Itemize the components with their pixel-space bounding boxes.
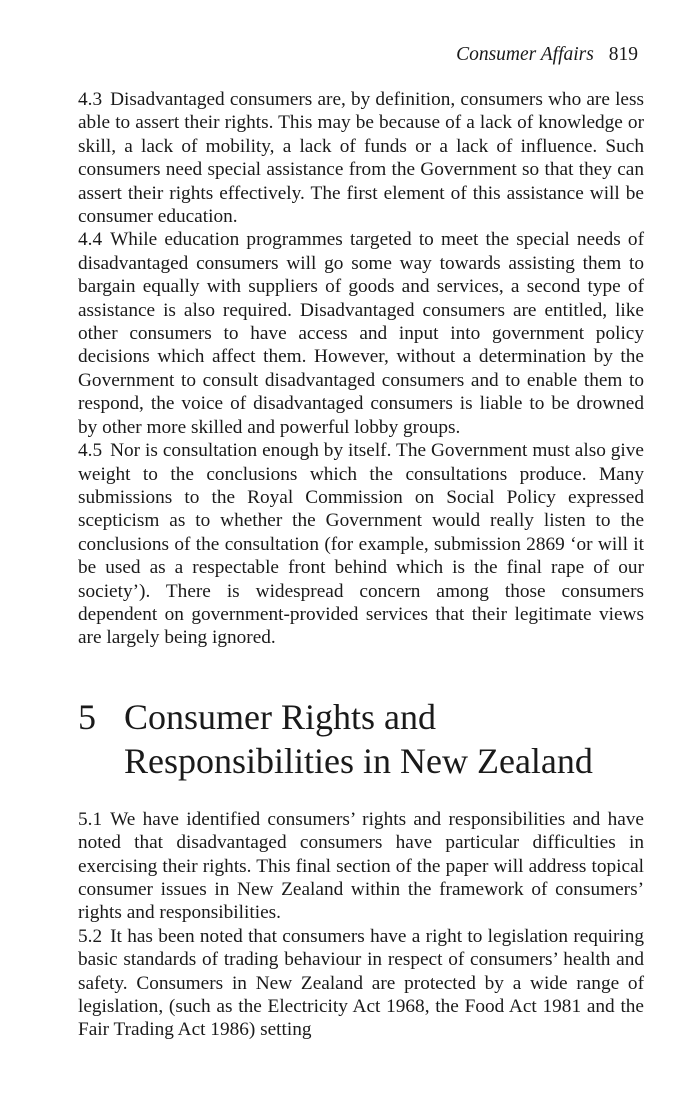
paragraph-text: We have identified consumers’ rights and responsibilities and have noted that disadvantaged consumers have particular difficulties in exercising their rights. This final section of the paper will address topical consumer issues in New Zealand within the framework of consumers’ rights and responsibilities. bbox=[78, 808, 644, 924]
paragraph-4-3 bbox=[78, 88, 644, 228]
section-heading bbox=[78, 695, 644, 783]
paragraph-5-2 bbox=[78, 925, 644, 1042]
section-title bbox=[124, 695, 644, 783]
paragraph-text: It has been noted that consumers have a right to legislation requiring basic standards of trading behaviour in respect of consumers’ health and safety. Consumers in New Zealand are protected by a wide range of legislation, (such as the Electricity Act 1968, the Food Act 1981 and the Fair Trading Act 1986) setting bbox=[78, 925, 644, 1041]
paragraph-text: While education programmes targeted to meet the special needs of disadvantaged consumers will go some way towards assisting them to bargain equally with suppliers of goods and services, a second type of assistance is also required. Disadvantaged consumers are entitled, like other consumers to have access and input into government policy decisions which affect them. However, without a determination by the Government to consult disadvantaged consumers and to enable them to respond, the voice of disadvantaged consumers is liable to be drowned by other more skilled and powerful lobby groups. bbox=[78, 229, 644, 438]
paragraph-text: Nor is consultation enough by itself. The Government must also give weight to the conclusions which the consultations produce. Many submissions to the Royal Commission on Social Policy expressed scepticism as to whether the Government would really listen to the conclusions of the consultation (for example, submission 2869 ‘or will it be used as a respectable front behind which is the final rape of our society’). There is widespread concern among those consumers dependent on government-provided services that their legitimate views are largely being ignored. bbox=[78, 440, 644, 649]
paragraph-text: Disadvantaged consumers are, by definition, consumers who are less able to assert their rights. This may be because of a lack of knowledge or skill, a lack of mobility, a lack of funds or a lack of influence. Such consumers need special assistance from the Government so that they can assert their rights effectively. The first element of this assistance will be consumer education. bbox=[78, 89, 644, 228]
paragraph-number: 5.1 bbox=[78, 808, 103, 830]
running-header-title: Consumer Affairs bbox=[456, 44, 594, 65]
paragraph-4-4 bbox=[78, 228, 644, 439]
paragraph-number: 4.3 bbox=[78, 89, 103, 110]
paragraph-number: 5.2 bbox=[78, 925, 103, 947]
running-header bbox=[78, 42, 644, 68]
section-number: 5 bbox=[78, 696, 96, 737]
document-page bbox=[78, 42, 644, 1042]
paragraph-number: 4.4 bbox=[78, 229, 103, 251]
page-number: 819 bbox=[608, 44, 638, 65]
paragraph-5-1 bbox=[78, 808, 644, 925]
paragraph-number: 4.5 bbox=[78, 440, 103, 462]
section-title-line-1: Consumer Rights and bbox=[124, 696, 436, 737]
paragraph-4-5 bbox=[78, 439, 644, 650]
section-title-line-2: Responsibilities in New Zealand bbox=[124, 740, 593, 781]
